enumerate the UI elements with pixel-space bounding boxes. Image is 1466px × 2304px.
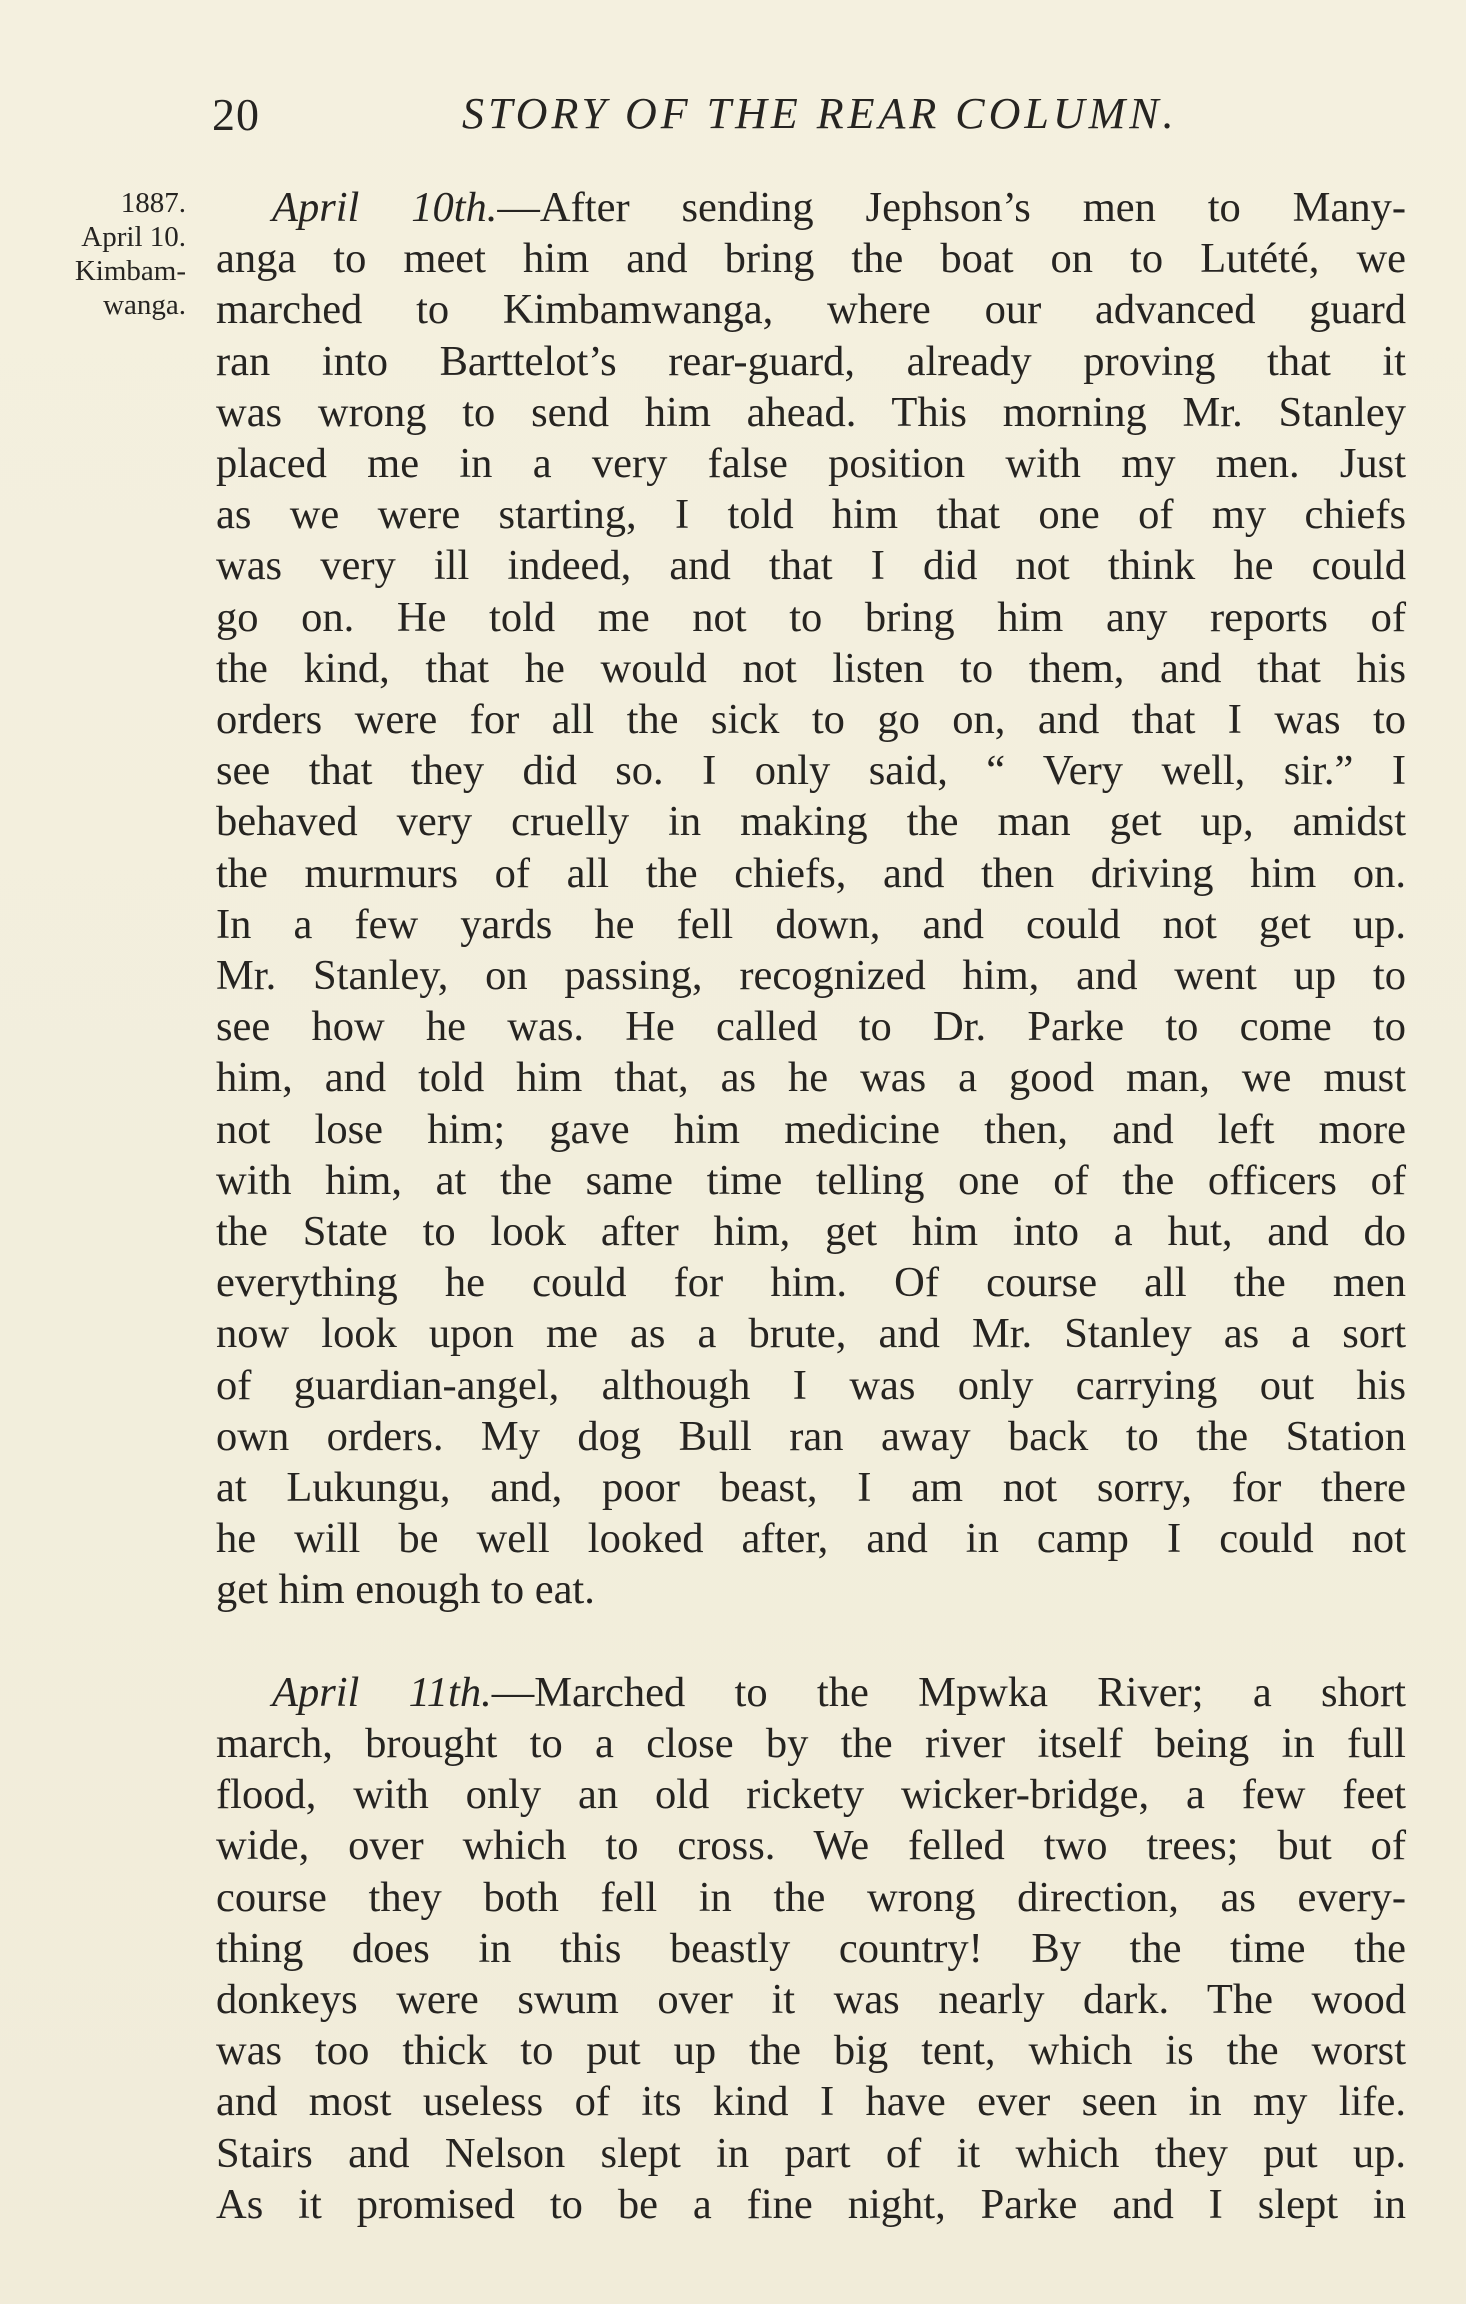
text-line: was too thick to put up the big tent, which is the worst: [216, 2027, 1406, 2075]
text-line: anga to meet him and bring the boat on to Lutété, we: [216, 235, 1406, 283]
text-line: [216, 182, 1406, 233]
text-line: get him enough to eat.: [216, 1566, 595, 1614]
text-line: see that they did so. I only said, “ Very well, sir.” I: [216, 747, 1406, 795]
diary-entry-april-10: [216, 182, 1406, 1616]
text-line: march, brought to a close by the river itself being in full: [216, 1719, 1406, 1767]
margin-note-place-line1: Kimbam-: [74, 255, 186, 287]
text-line: In a few yards he fell down, and could not get up.: [216, 900, 1406, 948]
text-line: wide, over which to cross. We felled two trees; but of: [216, 1822, 1406, 1870]
entry-date-lead: April 10th.: [272, 184, 498, 231]
text-line: placed me in a very false position with my men. Just: [216, 440, 1406, 488]
text-line: own orders. My dog Bull ran away back to the Station: [216, 1412, 1406, 1460]
text-line: orders were for all the sick to go on, and that I was to: [216, 696, 1406, 744]
text-line: behaved very cruelly in making the man get up, amidst: [216, 798, 1406, 846]
text-line: marched to Kimbamwanga, where our advanced guard: [216, 286, 1406, 334]
text-line: the State to look after him, get him into a hut, and do: [216, 1208, 1406, 1256]
text-line: donkeys were swum over it was nearly dark. The wood: [216, 1975, 1406, 2023]
body-text: [216, 182, 1406, 2230]
text-line-content: —Marched to the Mpwka River; a short: [491, 1668, 1406, 1716]
text-line: Stairs and Nelson slept in part of it which they put up.: [216, 2129, 1406, 2177]
text-line: [216, 1667, 1406, 1718]
text-line: the kind, that he would not listen to them, and that his: [216, 644, 1406, 692]
text-line: he will be well looked after, and in camp I could not: [216, 1515, 1406, 1563]
text-line-content: —After sending Jephson’s men to Many-: [497, 184, 1406, 231]
margin-note-place-line2: wanga.: [103, 289, 186, 321]
margin-note-date: April 10.: [81, 221, 186, 253]
text-line: Mr. Stanley, on passing, recognized him, and went up to: [216, 952, 1406, 1000]
text-line: see how he was. He called to Dr. Parke to come to: [216, 1003, 1406, 1051]
text-line: him, and told him that, as he was a good man, we must: [216, 1054, 1406, 1102]
text-line: with him, at the same time telling one of the officers of: [216, 1156, 1406, 1204]
diary-entry-april-11: [216, 1667, 1406, 2230]
text-line: not lose him; gave him medicine then, and left more: [216, 1105, 1406, 1153]
text-line: at Lukungu, and, poor beast, I am not sorry, for there: [216, 1464, 1406, 1512]
entry-date-lead: April 11th.: [272, 1668, 492, 1716]
text-line: go on. He told me not to bring him any reports of: [216, 593, 1406, 641]
running-title: STORY OF THE REAR COLUMN.: [462, 89, 1178, 138]
text-line: ran into Barttelot’s rear-guard, already proving that it: [216, 337, 1406, 385]
text-line: thing does in this beastly country! By the time the: [216, 1924, 1406, 1972]
text-line: everything he could for him. Of course all the men: [216, 1259, 1406, 1307]
running-head: [212, 88, 1412, 148]
text-line: and most useless of its kind I have ever seen in my life.: [216, 2078, 1406, 2126]
text-line: flood, with only an old rickety wicker-bridge, a few feet: [216, 1771, 1406, 1819]
text-line: the murmurs of all the chiefs, and then driving him on.: [216, 849, 1406, 897]
text-line: as we were starting, I told him that one of my chiefs: [216, 491, 1406, 539]
margin-note: [36, 186, 186, 322]
text-line: now look upon me as a brute, and Mr. Stanley as a sort: [216, 1310, 1406, 1358]
margin-note-year: 1887.: [120, 187, 186, 219]
text-line: was wrong to send him ahead. This morning Mr. Stanley: [216, 388, 1406, 436]
page-number: 20: [212, 89, 260, 140]
text-line: course they both fell in the wrong direction, as every-: [216, 1873, 1406, 1921]
text-line: was very ill indeed, and that I did not think he could: [216, 542, 1406, 590]
text-line: As it promised to be a fine night, Parke and I slept in: [216, 2180, 1406, 2228]
text-line: of guardian-angel, although I was only carrying out his: [216, 1361, 1406, 1409]
